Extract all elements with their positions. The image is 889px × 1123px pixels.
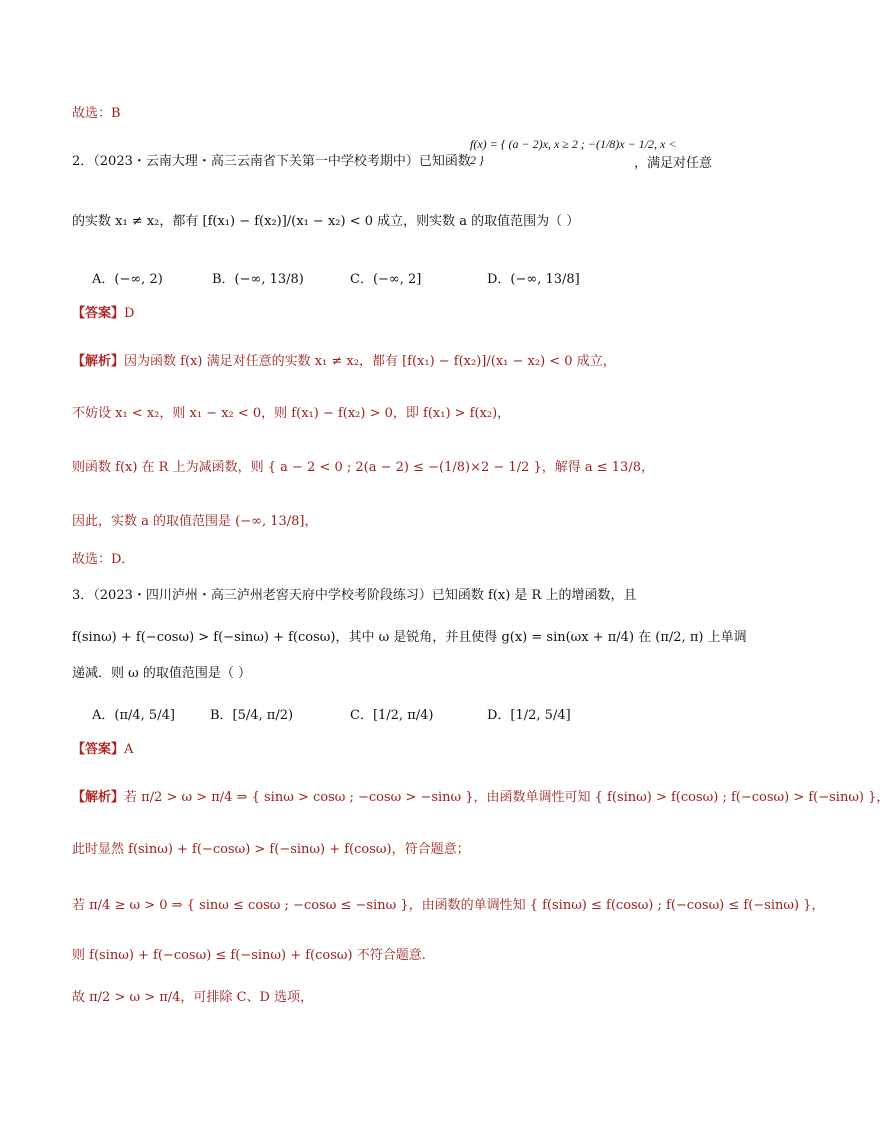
q2-explanation-3: 则函数 f(x) 在 R 上为减函数，则 { a − 2 < 0 ; 2(a − 2) ≤ −(1/8)×2 − 1/2 }，解得 a ≤ 13/8，	[72, 460, 654, 475]
q2-explanation-4: 因此，实数 a 的取值范围是 (−∞, 13/8]，	[72, 514, 318, 529]
q3-option-d: D．[1/2, 5/4]	[487, 708, 571, 723]
q2-intro-text: 2．（2023・云南大理・高三云南省下关第一中学校考期中）已知函数	[72, 154, 471, 169]
q3-option-c: C．[1/2, π/4)	[350, 708, 434, 723]
q3-intro: 3．（2023・四川泸州・高三泸州老窖天府中学校考阶段练习）已知函数 f(x) 是 R 上的增函数，且	[72, 588, 637, 603]
q3-explanation-2: 此时显然 f(sinω) + f(−cosω) > f(−sinω) + f(cosω)，符合题意；	[72, 842, 470, 857]
q3-explanation-label: 【解析】	[72, 790, 125, 805]
q2-explanation-2: 不妨设 x₁ < x₂，则 x₁ − x₂ < 0，则 f(x₁) − f(x₂) > 0，即 f(x₁) > f(x₂)，	[72, 406, 511, 421]
q3-condition: f(sinω) + f(−cosω) > f(−sinω) + f(cosω)，其中 ω 是锐角，并且使得 g(x) = sin(ωx + π/4) 在 (π/2, π) 上单调	[72, 630, 747, 645]
q2-option-c: C．(−∞, 2]	[350, 272, 422, 287]
q2-explanation-5: 故选：D．	[72, 552, 135, 567]
q2-piecewise-function: f(x) = { (a − 2)x, x ≥ 2 ; −(1/8)x − 1/2, x < 2 }	[470, 137, 677, 167]
q2-option-a: A．(−∞, 2)	[92, 272, 163, 287]
q2-answer-label: 【答案】	[72, 306, 125, 321]
q3-explanation-4: 则 f(sinω) + f(−cosω) ≤ f(−sinω) + f(cosω) 不符合题意.	[72, 948, 426, 963]
q2-option-b: B．(−∞, 13/8)	[212, 272, 304, 287]
q3-option-a: A．(π/4, 5/4]	[92, 708, 175, 723]
q3-answer-value: A	[124, 742, 134, 757]
q2-explanation-1: 【解析】因为函数 f(x) 满足对任意的实数 x₁ ≠ x₂，都有 [f(x₁) − f(x₂)]/(x₁ − x₂) < 0 成立，	[72, 354, 616, 369]
q3-explanation-1: 【解析】若 π/2 > ω > π/4 ⇒ { sinω > cosω ; −cosω > −sinω }，由函数单调性可知 { f(sinω) > f(cosω) ; f(−cosω) > f(−sinω) }，	[72, 790, 889, 805]
q2-condition: 的实数 x₁ ≠ x₂，都有 [f(x₁) − f(x₂)]/(x₁ − x₂) < 0 成立，则实数 a 的取值范围为（ ）	[72, 214, 580, 229]
q2-option-d: D．(−∞, 13/8]	[487, 272, 580, 287]
q3-question: 递减．则 ω 的取值范围是（ ）	[72, 666, 251, 681]
q3-explanation-3: 若 π/4 ≥ ω > 0 ⇒ { sinω ≤ cosω ; −cosω ≤ −sinω }，由函数的单调性知 { f(sinω) ≤ f(cosω) ; f(−cosω) ≤ f(−sinω) }，	[72, 898, 825, 913]
q2-intro-tail: ，满足对任意	[634, 156, 713, 171]
q3-answer	[72, 740, 133, 760]
q3-explanation-5: 故 π/2 > ω > π/4，可排除 C、D 选项，	[72, 990, 314, 1005]
q2-intro	[72, 152, 471, 172]
q2-explanation-label: 【解析】	[72, 354, 125, 369]
answer-choice-prev: 故选：B	[72, 106, 121, 121]
q3-option-b: B．[5/4, π/2)	[210, 708, 294, 723]
q2-answer-value: D	[124, 306, 135, 321]
q3-answer-label: 【答案】	[72, 742, 125, 757]
q2-answer	[72, 304, 134, 324]
